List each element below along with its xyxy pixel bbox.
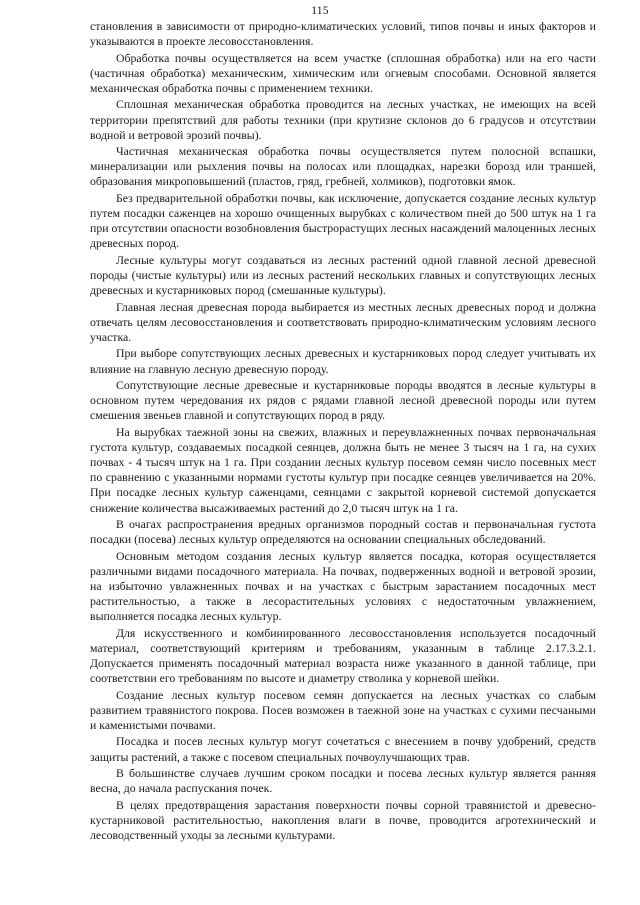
paragraph-pest-foci: В очагах распространения вредных организмов породный состав и первоначальная густота посадки (посева) лесных культур определяются на основании специальных обследований. <box>90 516 596 547</box>
paragraph-planting-timing: В большинстве случаев лучшим сроком посадки и посева лесных культур является ранняя весна, до начала распускания почек. <box>90 765 596 796</box>
document-body <box>90 19 596 844</box>
paragraph-partial-treatment: Частичная механическая обработка почвы осуществляется путем полосной вспашки, минерализации или рыхления почвы на полосах или площадках, нарезки борозд или траншей, образования микроповышений (пластов, гряд, гребней, холмиков), подготовки ямок. <box>90 144 596 189</box>
paragraph-taiga-density: На вырубках таежной зоны на свежих, влажных и переувлажненных почвах первоначальная густота культур, создаваемых посадкой сеянцев, должна быть не менее 3 тысяч на 1 га, на сухих почвах - 4 тысяч штук на 1 га. При создании лесных культур посевом семян число посевных мест по сравнению с указанными нормами густоты культур при посадке сеянцев увеличивается на 20%. При посадке лесных культур саженцами, сеянцами с закрытой корневой системой допускается снижение количества высаживаемых растений до 2,0 тысяч штук на 1 га. <box>90 424 596 515</box>
paragraph-companion-choice: При выборе сопутствующих лесных древесных и кустарниковых пород следует учитывать их влияние на главную лесную древесную породу. <box>90 346 596 376</box>
page-number: 115 <box>311 5 329 17</box>
paragraph-planting-material: Для искусственного и комбинированного лесовосстановления используется посадочный материал, соответствующий критериям и требованиям, указанным в таблице 2.17.3.2.1. Допускается применять посадочный материал возраста ниже указанного в данной таблице, при соответствии его требованиям по высоте и диаметру стволика у корневой шейки. <box>90 625 596 686</box>
paragraph-forest-cultures: Лесные культуры могут создаваться из лесных растений одной главной лесной древесной породы (чистые культуры) или из лесных растений нескольких главных и сопутствующих лесных древесных и кустарниковых пород (смешанные культуры). <box>90 252 596 298</box>
paragraph-continuation: становления в зависимости от природно-климатических условий, типов почвы и иных факторов и указываются в проекте лесовосстановления. <box>90 19 596 49</box>
paragraph-seed-sowing: Создание лесных культур посевом семян допускается на лесных участках со слабым развитием травянистого покрова. Посев возможен в таежной зоне на участках с сухими песчаными и каменистыми почвами. <box>90 687 596 732</box>
paragraph-soil-treatment: Обработка почвы осуществляется на всем участке (сплошная обработка) или на его части (частичная обработка) механическим, химическим или огневым способами. Основной является механическая обработка почвы с применением техники. <box>90 50 596 95</box>
paragraph-care: В целях предотвращения зарастания поверхности почвы сорной травянистой и древесно-кустарниковой растительностью, накопления влаги в почве, проводится агротехнический и лесоводственный уходы за лесными культурами. <box>90 797 596 842</box>
paragraph-companion-introduction: Сопутствующие лесные древесные и кустарниковые породы вводятся в лесные культуры в основном путем чередования их рядов с рядами главной лесной древесной породы или путем смешения звеньев главной и сопутствующих пород в ряду. <box>90 377 596 423</box>
paragraph-fertilizers: Посадка и посев лесных культур могут сочетаться с внесением в почву удобрений, средств защиты растений, а также с посевом специальных почвоулучшающих трав. <box>90 734 596 764</box>
paragraph-continuous-treatment: Сплошная механическая обработка проводится на лесных участках, не имеющих на всей территории препятствий для работы техники (при крутизне склонов до 6 градусов и отсутствии водной и ветровой эрозий почвы). <box>90 97 596 142</box>
paragraph-planting-method: Основным методом создания лесных культур является посадка, которая осуществляется различными видами посадочного материала. На почвах, подверженных водной и ветровой эрозии, на избыточно увлажненных почвах и на участках с быстрым зарастанием посадочных мест растительностью, а также в лесорастительных условиях с недостаточным увлажнением, выполняется посадка лесных культур. <box>90 548 596 624</box>
paragraph-main-species: Главная лесная древесная порода выбирается из местных лесных древесных пород и должна отвечать целям лесовосстановления и соответствовать природно-климатическим условиям лесного участка. <box>90 299 596 344</box>
paragraph-no-pretreatment: Без предварительной обработки почвы, как исключение, допускается создание лесных культур путем посадки саженцев на хорошо очищенных вырубках с количеством пней до 500 штук на 1 га при отсутствии опасности возобновления быстрорастущих лесных насаждений малоценных лесных древесных пород. <box>90 190 597 251</box>
